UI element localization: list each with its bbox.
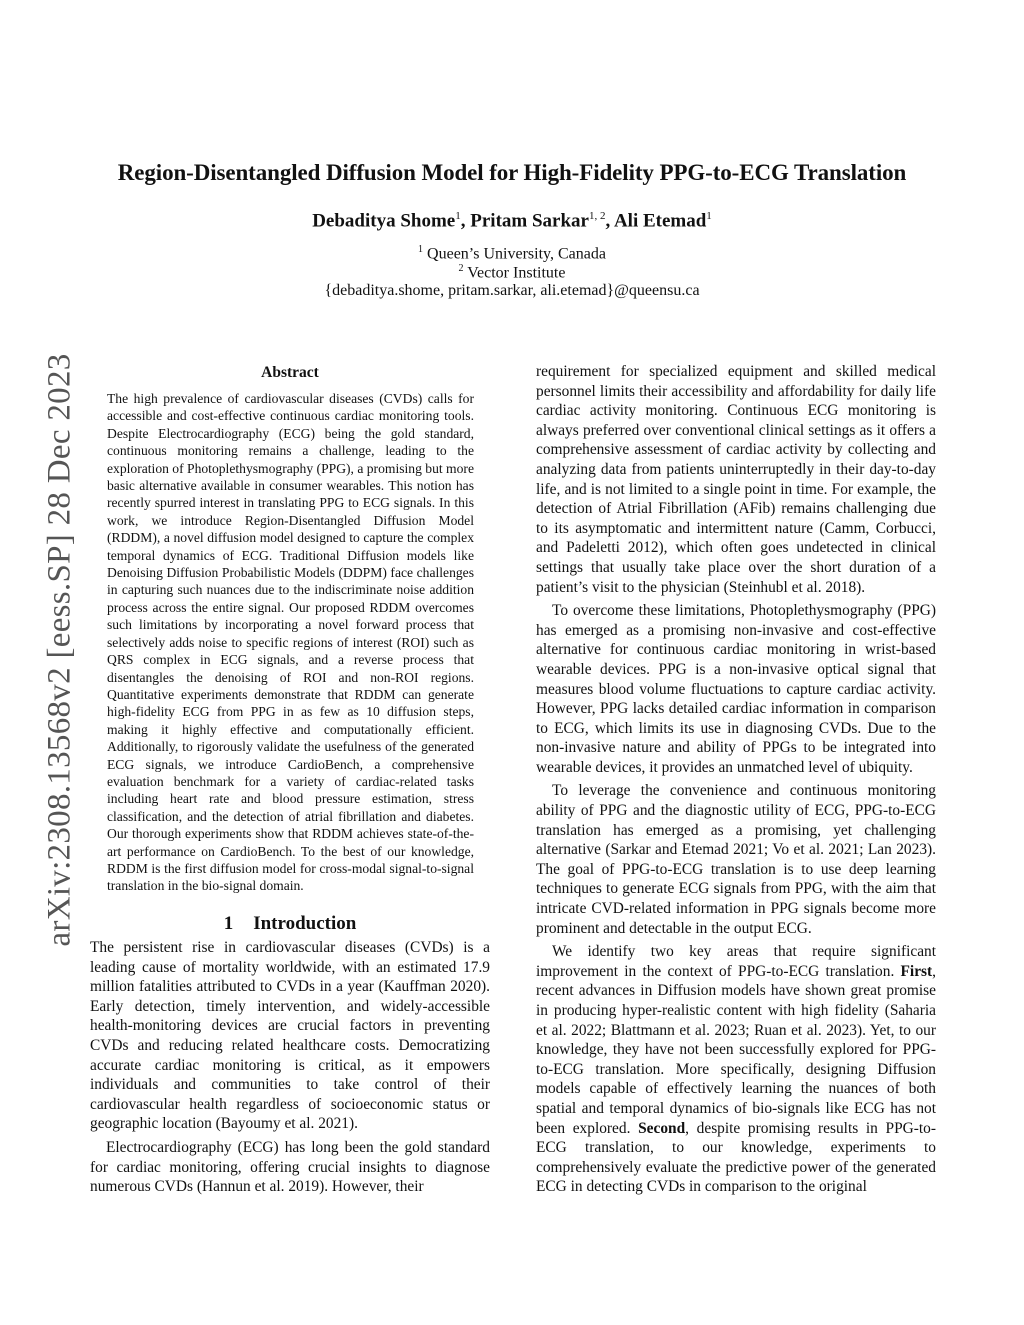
affil-mark: 1 <box>418 244 424 255</box>
left-column <box>90 938 490 1201</box>
author-list: Debaditya Shome$^1$, Pritam Sarkar$^{1, 2}$, Ali Etemad$^1$ <box>312 210 712 232</box>
text-run: , despite promising results in PPG-to-ECG translation, to our knowledge, experiments to comprehensively evaluate the predictive power of the generated ECG in detecting CVDs in comparison to the original <box>536 1119 936 1196</box>
right-column <box>536 362 936 1201</box>
emphasis-second: Second <box>638 1119 686 1137</box>
section-title: Introduction <box>253 913 357 934</box>
author-emails: {debaditya.shome, pritam.sarkar, ali.etemad}@queensu.ca <box>324 282 700 299</box>
author-affil-mark: 1, 2 <box>588 210 606 222</box>
author-name: Pritam Sarkar <box>470 210 589 232</box>
author-affil-mark: 1 <box>455 210 461 222</box>
affil-mark: 2 <box>458 263 464 274</box>
affil-text: Queen’s University, Canada <box>427 245 606 263</box>
abstract-heading: Abstract <box>261 364 319 381</box>
text-run: We identify two key areas that require significant improvement in the context of PPG-to-ECG translation. <box>536 943 936 980</box>
author-name: Ali Etemad <box>613 210 707 232</box>
section-heading <box>90 913 490 935</box>
text-run: , recent advances in Diffusion models have shown great promise in producing hyper-realistic content with high fidelity (Saharia et al. 2022; Blattmann et al. 2023; Ruan et al. 2023). Yet, to our knowledge, they have not been successfully explored for PPG-to-ECG translation. More specifically, designing Diffusion models capable of effectively learning the nuances of both spatial and temporal dynamics of bio-signals like ECG has not been explored. <box>536 962 936 1137</box>
abstract-text: The high prevalence of cardiovascular diseases (CVDs) calls for accessible and cost-effective continuous cardiac monitoring tools. Despite Electrocardiography (ECG) being the gold standard, continuous monitoring remains a challenge, leading to the exploration of Photoplethysmography (PPG), a promising but more basic alternative available in consumer wearables. This notion has recently spurred interest in translating PPG to ECG signals. In this work, we introduce Region-Disentangled Diffusion Model (RDDM), a novel diffusion model designed to capture the complex temporal dynamics of ECG. Traditional Diffusion models like Denoising Diffusion Probabilistic Models (DDPM) face challenges in capturing such nuances due to the indiscriminate noise addition process across the entire signal. Our proposed RDDM overcomes such limitations by incorporating a novel forward process that selectively adds noise to specific regions of interest (ROI) such as QRS complex in ECG signals, and a reverse process that disentangles the denoising of ROI and non-ROI regions. Quantitative experiments demonstrate that RDDM can generate high-fidelity ECG from PPG in as few as 10 diffusion steps, making it highly effective and computationally efficient. Additionally, to rigorously validate the usefulness of the generated ECG signals, we introduce CardioBench, a comprehensive evaluation benchmark for a variety of cardiac-related tasks including heart rate and blood pressure estimation, stress classification, and the detection of atrial fibrillation and diabetes. Our thorough experiments show that RDDM achieves state-of-the-art performance on CardioBench. To the best of our knowledge, RDDM is the first diffusion model for cross-modal signal-to-signal translation in the bio-signal domain. <box>107 391 474 894</box>
paragraph: To leverage the convenience and continuous monitoring ability of PPG and the diagnostic utility of ECG, PPG-to-ECG translation has emerged as a promising, yet challenging alternative (Sarkar and Etemad 2021; Vo et al. 2021; Lan 2023). The goal of PPG-to-ECG translation is to use deep learning techniques to generate ECG signals from PPG, with the aim that intricate CVD-related information in PPG signals become more prominent and detectable in the output ECG. <box>536 782 936 937</box>
paper-title: Region-Disentangled Diffusion Model for High-Fidelity PPG-to-ECG Translation <box>117 160 907 185</box>
paragraph: To overcome these limitations, Photoplethysmography (PPG) has emerged as a promising non-invasive and cost-effective alternative for continuous cardiac monitoring in wrist-based wearable devices. PPG is a non-invasive optical signal that measures blood volume fluctuations to capture cardiac activity. However, PPG lacks detailed cardiac information in comparison to ECG, which limits its use in diagnosing CVDs. Due to the non-invasive nature and ability of PPGs to be integrated into wearable devices, it provides an unmatched level of ubiquity. <box>536 602 936 776</box>
author-affil-mark: 1 <box>706 210 712 222</box>
arxiv-identifier: arXiv:2308.13568v2 [eess.SP] 28 Dec 2023 <box>41 353 78 947</box>
affiliation-line <box>0 244 1024 263</box>
paragraph <box>536 942 936 1197</box>
section-number: 1 <box>223 913 234 934</box>
paragraph: Electrocardiography (ECG) has long been the gold standard for cardiac monitoring, offering crucial insights to diagnose numerous CVDs (Hannun et al. 2019). However, their <box>90 1138 490 1196</box>
affiliation-line <box>0 263 1024 282</box>
author-name: Debaditya Shome <box>312 210 456 232</box>
paragraph: requirement for specialized equipment and skilled medical personnel limits their accessibility and affordability for daily life cardiac activity monitoring. Continuous ECG monitoring is always preferred over conventional clinical settings as it offers a comprehensive assessment of cardiac activity by collecting and analyzing data from patients uninterruptedly in their day-to-day life, and is not limited to a single point in time. For example, the detection of Atrial Fibrillation (AFib) remains challenging due to its asymptomatic and intermittent nature (Camm, Corbucci, and Padeletti 2012), which often goes undetected in clinical settings that usually take place over the short duration of a patient’s visit to the physician (Steinhubl et al. 2018). <box>536 363 936 596</box>
paragraph: The persistent rise in cardiovascular diseases (CVDs) is a leading cause of mortality worldwide, with an estimated 17.9 million fatalities attributed to CVDs in a year (Kauffman 2020). Early detection, timely intervention, and widely-accessible health-monitoring devices are crucial factors in preventing CVDs and reducing related healthcare costs. Democratizing accurate cardiac monitoring is critical, as it empowers individuals and communities to take control of their cardiovascular health regardless of socioeconomic status or geographic location (Bayoumy et al. 2021). <box>90 939 490 1133</box>
emphasis-first: First <box>900 962 933 980</box>
affil-text: Vector Institute <box>467 264 566 282</box>
